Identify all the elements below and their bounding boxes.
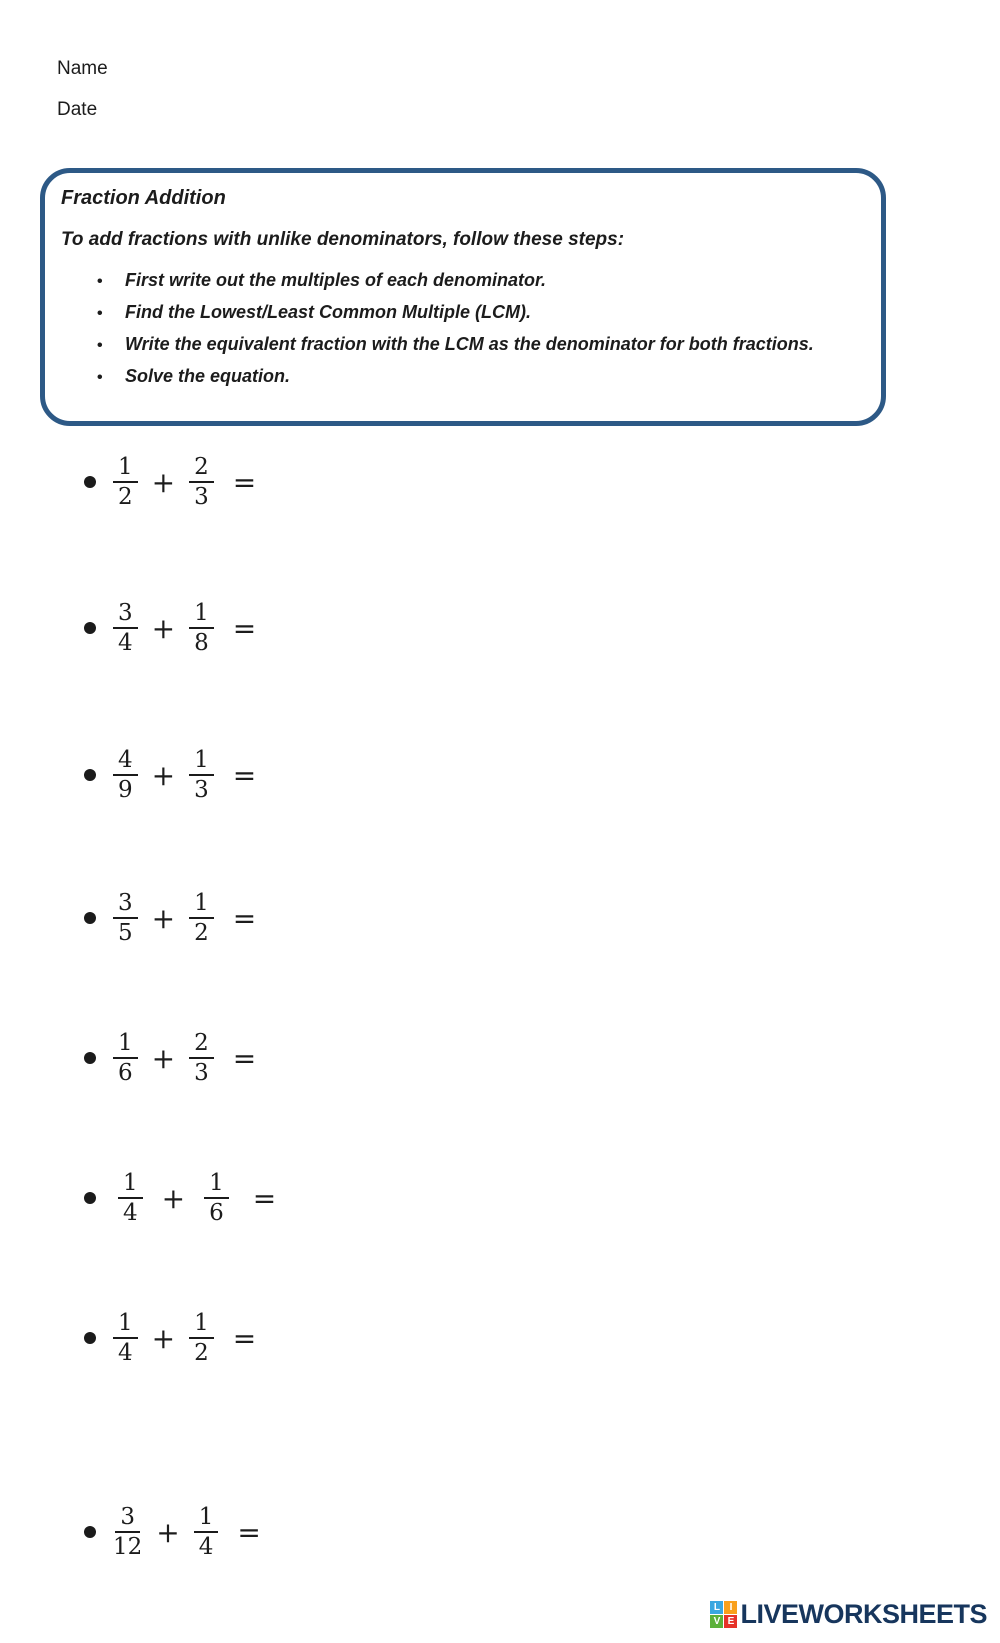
equals-sign: = [232, 1041, 257, 1075]
fraction-problem-1 [84, 454, 256, 510]
denominator: 2 [194, 1340, 209, 1366]
instruction-step [97, 265, 863, 297]
plus-operator: + [151, 611, 176, 645]
denominator: 9 [118, 777, 133, 803]
numerator: 3 [113, 600, 138, 629]
equals-sign: = [232, 901, 257, 935]
equals-sign: = [232, 611, 257, 645]
numerator: 2 [189, 454, 214, 483]
step-text: Solve the equation. [125, 366, 291, 386]
logo-square-i: I [724, 1601, 737, 1614]
fraction-problem-2 [84, 600, 256, 656]
plus-operator: + [151, 465, 176, 499]
bullet-icon [97, 363, 125, 393]
fraction-first [113, 1030, 138, 1086]
fraction-second [189, 454, 214, 510]
plus-operator: + [151, 758, 176, 792]
numerator: 1 [194, 1504, 219, 1533]
numerator: 1 [204, 1170, 229, 1199]
numerator: 1 [189, 747, 214, 776]
instructions-step-list [61, 265, 863, 393]
numerator: 3 [113, 890, 138, 919]
denominator: 6 [209, 1200, 224, 1226]
fraction-second [189, 1310, 214, 1366]
liveworksheets-logo-icon [710, 1601, 737, 1628]
fraction-first [113, 1310, 138, 1366]
plus-operator: + [161, 1181, 186, 1215]
denominator: 5 [118, 920, 133, 946]
bullet-icon [84, 1332, 96, 1344]
bullet-icon [84, 769, 96, 781]
name-label: Name [57, 58, 108, 79]
plus-operator: + [151, 1321, 176, 1355]
fraction-first [113, 747, 138, 803]
bullet-icon [97, 299, 125, 329]
denominator: 6 [118, 1060, 133, 1086]
equals-sign: = [232, 1321, 257, 1355]
numerator: 3 [115, 1504, 140, 1533]
bullet-icon [84, 1052, 96, 1064]
instruction-step [97, 297, 863, 329]
denominator: 8 [194, 630, 209, 656]
fraction-first [113, 890, 138, 946]
plus-operator: + [156, 1515, 180, 1549]
equals-sign: = [237, 1515, 261, 1549]
fraction-second [204, 1170, 229, 1226]
instruction-step [97, 361, 863, 393]
numerator: 1 [113, 1030, 138, 1059]
denominator: 3 [194, 777, 209, 803]
denominator: 2 [194, 920, 209, 946]
step-text: Write the equivalent fraction with the LCM as the denominator for both fractions. [125, 334, 814, 354]
numerator: 1 [113, 454, 138, 483]
plus-operator: + [151, 1041, 176, 1075]
denominator: 3 [194, 1060, 209, 1086]
logo-square-v: V [710, 1615, 723, 1628]
bullet-icon [84, 1192, 96, 1204]
bullet-icon [84, 476, 96, 488]
fraction-first [113, 1504, 142, 1560]
plus-operator: + [151, 901, 176, 935]
denominator: 4 [123, 1200, 138, 1226]
bullet-icon [84, 912, 96, 924]
fraction-first [113, 600, 138, 656]
step-text: First write out the multiples of each denominator. [125, 270, 547, 290]
logo-square-l: L [710, 1601, 723, 1614]
fraction-problem-3 [84, 747, 256, 803]
equals-sign: = [252, 1181, 277, 1215]
instruction-step [97, 329, 863, 361]
date-label: Date [57, 99, 98, 120]
numerator: 1 [189, 890, 214, 919]
fraction-first [113, 454, 138, 510]
logo-square-e: E [724, 1615, 737, 1628]
step-text: Find the Lowest/Least Common Multiple (LCM). [125, 302, 531, 322]
equals-sign: = [232, 758, 257, 792]
denominator: 4 [198, 1534, 214, 1560]
fraction-problem-8 [84, 1504, 261, 1560]
fraction-second [189, 600, 214, 656]
fraction-second [194, 1504, 219, 1560]
bullet-icon [84, 622, 96, 634]
fraction-problem-6 [84, 1170, 276, 1226]
denominator: 2 [118, 484, 133, 510]
fraction-second [189, 890, 214, 946]
denominator: 3 [194, 484, 209, 510]
fraction-problem-4 [84, 890, 256, 946]
fraction-first [118, 1170, 143, 1226]
bullet-icon [97, 267, 125, 297]
liveworksheets-logo [710, 1599, 987, 1630]
brand-name: LIVEWORKSHEETS [740, 1599, 987, 1629]
instructions-intro: To add fractions with unlike denominators, follow these steps: [61, 229, 625, 250]
denominator: 12 [113, 1534, 143, 1560]
numerator: 1 [189, 1310, 214, 1339]
fraction-problem-7 [84, 1310, 256, 1366]
denominator: 4 [118, 1340, 133, 1366]
equals-sign: = [232, 465, 257, 499]
numerator: 1 [189, 600, 214, 629]
numerator: 1 [118, 1170, 143, 1199]
denominator: 4 [118, 630, 133, 656]
numerator: 1 [113, 1310, 138, 1339]
fraction-second [189, 747, 214, 803]
instructions-title: Fraction Addition [61, 187, 226, 209]
bullet-icon [97, 331, 125, 361]
fraction-second [189, 1030, 214, 1086]
instructions-box [40, 168, 886, 426]
numerator: 4 [113, 747, 138, 776]
bullet-icon [84, 1526, 96, 1538]
numerator: 2 [189, 1030, 214, 1059]
fraction-problem-5 [84, 1030, 256, 1086]
